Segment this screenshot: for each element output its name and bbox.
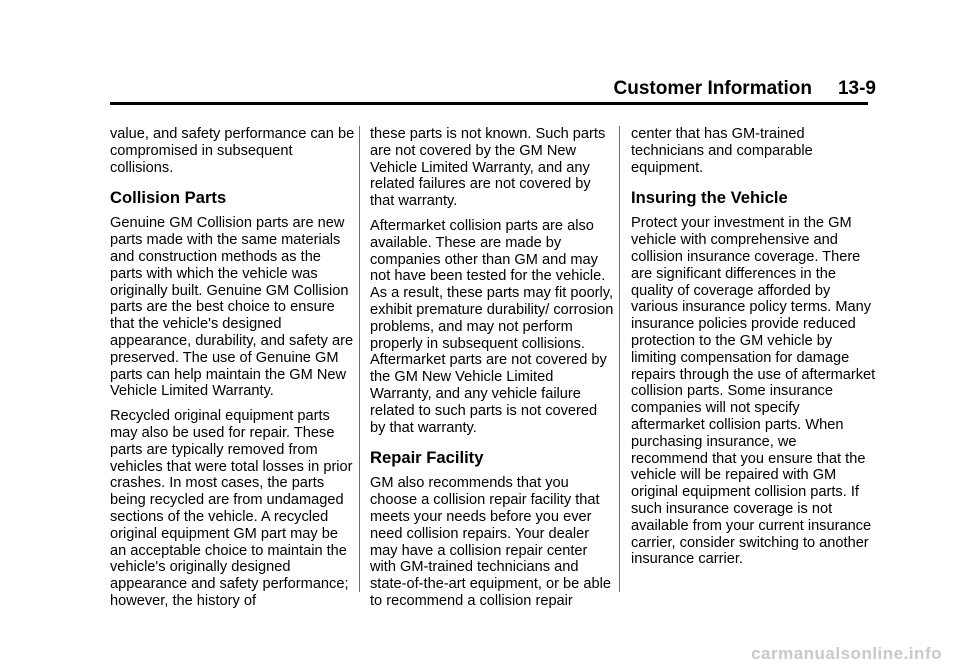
paragraph: value, and safety performance can be compromised in subsequent collisions. [110, 126, 355, 176]
header-rule [110, 102, 868, 105]
paragraph: center that has GM-trained technicians and comparable equipment. [631, 126, 813, 176]
paragraph: Protect your investment in the GM vehicle with comprehensive and collision insurance coverage. There are significant differences in the quality of coverage afforded by various insurance policy terms. Many insurance policies provide reduced protection to the GM vehicle by limiting compensation for damage repairs through the use of aftermarket collision parts. Some insurance companies will not specify aftermarket collision parts. When purchasing insurance, we recommend that you ensure that the vehicle will be repaired with GM original equipment collision parts. If such insurance coverage is not available from your current insurance carrier, consider switching to another insurance carrier. [631, 215, 876, 568]
page-number: 13-9 [837, 78, 876, 99]
paragraph: GM also recommends that you choose a collision repair facility that meets your needs before you ever need collision repairs. Your dealer may have a collision repair center with GM-trained technicians and state-of-the-art equipment, or be able to recommend a collision repair [370, 475, 611, 609]
column-2 [370, 126, 616, 618]
paragraph: Aftermarket collision parts are also available. These are made by companies other than GM and may not have been tested for the vehicle. As a result, these parts may fit poorly, exhibit premature durability/ corrosion problems, and may not perform properly in subsequent collisions. Aftermarket parts are not covered by the GM New Vehicle Limited Warranty, and any vehicle failure related to such parts is not covered by that warranty. [370, 217, 614, 436]
column-3 [631, 126, 877, 576]
page-header [614, 78, 876, 100]
section-title: Customer Information [613, 78, 812, 99]
paragraph: Genuine GM Collision parts are new parts made with the same materials and construction methods as the parts with which the vehicle was originally built. Genuine GM Collision parts are the best choice to ensure that the vehicle's designed appearance, durability, and safety are preserved. The use of Genuine GM parts can help maintain the GM New Vehicle Limited Warranty. [110, 215, 354, 400]
paragraph: Recycled original equipment parts may also be used for repair. These parts are typically removed from vehicles that were total losses in prior crashes. In most cases, the parts being recycled are from undamaged sections of the vehicle. A recycled original equipment GM part may be an acceptable choice to maintain the vehicle's originally designed appearance and safety performance; however, the history of [110, 408, 353, 609]
heading-insuring-vehicle: Insuring the Vehicle [631, 188, 788, 208]
column-divider [359, 126, 360, 592]
watermark: carmanualsonline.info [751, 644, 942, 663]
heading-repair-facility: Repair Facility [370, 448, 484, 468]
column-1 [110, 126, 356, 618]
heading-collision-parts: Collision Parts [110, 188, 227, 208]
paragraph: these parts is not known. Such parts are not covered by the GM New Vehicle Limited Warranty, and any related failures are not covered by that warranty. [370, 126, 606, 210]
column-divider [619, 126, 620, 592]
